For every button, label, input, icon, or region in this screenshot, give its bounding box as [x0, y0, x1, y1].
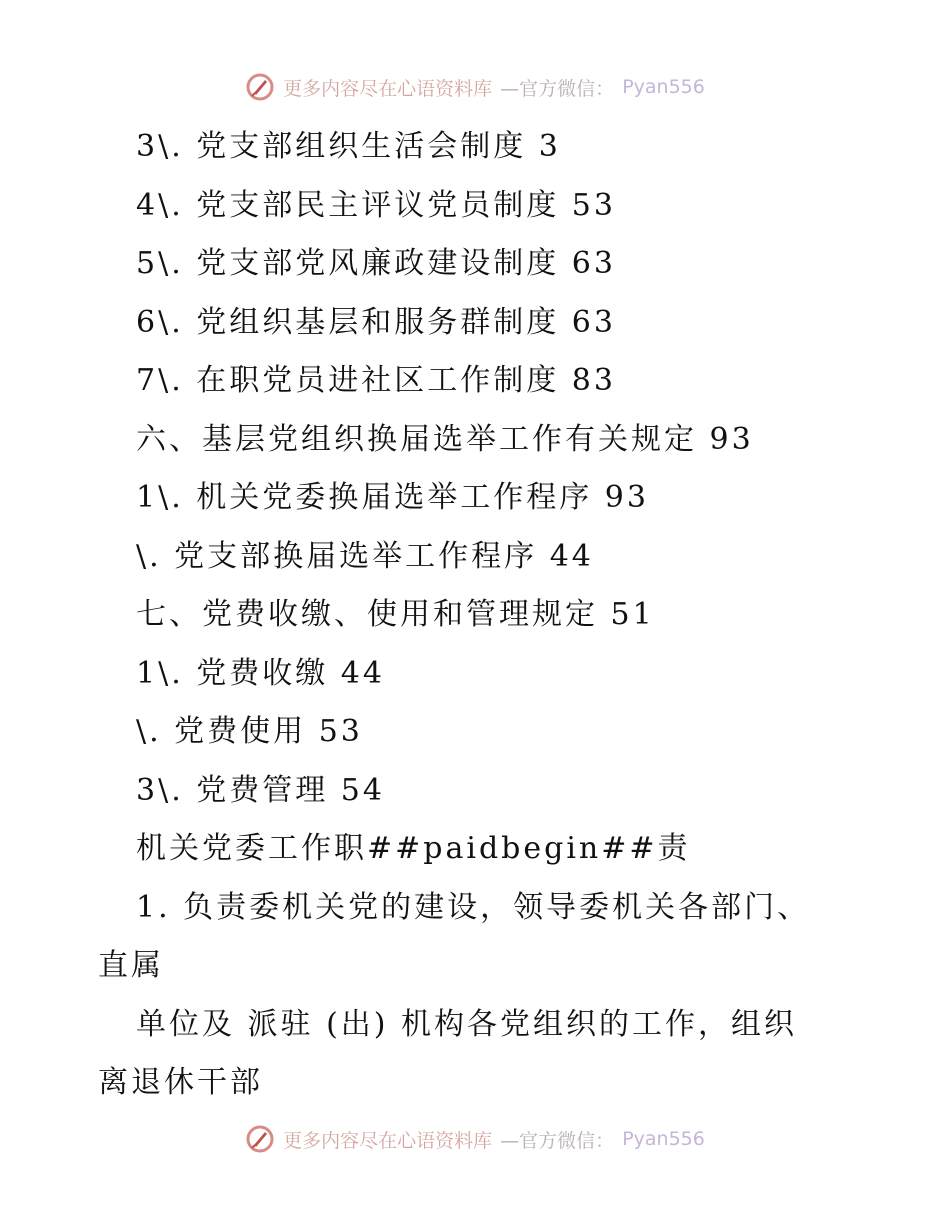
text-line: 单位及 派驻 (出) 机构各党组织的工作，组织 [136, 1006, 798, 1042]
text-line: 5\. 党支部党风廉政建设制度 63 [136, 246, 616, 281]
watermark-dash-text: —官方微信： [500, 1129, 615, 1152]
text-line: 1\. 党费收缴 44 [136, 655, 385, 691]
document-body [0, 118, 950, 1113]
text-line: \. 党支部换届选举工作程序 44 [136, 538, 594, 574]
text-line: 1. 负责委机关党的建设，领导委机关各部门、 [136, 889, 811, 925]
text-line: 3\. 党支部组织生活会制度 3 [136, 129, 561, 164]
text-line: \. 党费使用 53 [136, 714, 363, 749]
text-line: 六、基层党组织换届选举工作有关规定 93 [136, 421, 754, 457]
watermark-footer [0, 1124, 950, 1154]
text-line: 七、党费收缴、使用和管理规定 51 [136, 597, 655, 632]
text-line: 1\. 机关党委换届选举工作程序 93 [136, 480, 649, 515]
quill-logo-icon [245, 72, 275, 102]
watermark-header [0, 72, 950, 102]
quill-logo-icon [245, 1124, 275, 1154]
text-line: 直属 [98, 948, 164, 983]
watermark-id-text: Pyan556 [622, 1128, 705, 1150]
watermark-main-text: 更多内容尽在心语资料库 [283, 77, 493, 100]
text-line: 机关党委工作职##paidbegin##责 [136, 831, 691, 866]
text-line: 离退休干部 [98, 1065, 263, 1100]
text-line: 6\. 党组织基层和服务群制度 63 [136, 304, 616, 340]
text-line: 7\. 在职党员进社区工作制度 83 [136, 363, 616, 398]
watermark-id-text: Pyan556 [622, 76, 705, 98]
watermark-main-text: 更多内容尽在心语资料库 [283, 1129, 493, 1152]
text-line: 4\. 党支部民主评议党员制度 53 [136, 187, 616, 223]
watermark-dash-text: —官方微信： [500, 77, 615, 100]
text-line: 3\. 党费管理 54 [136, 772, 385, 808]
